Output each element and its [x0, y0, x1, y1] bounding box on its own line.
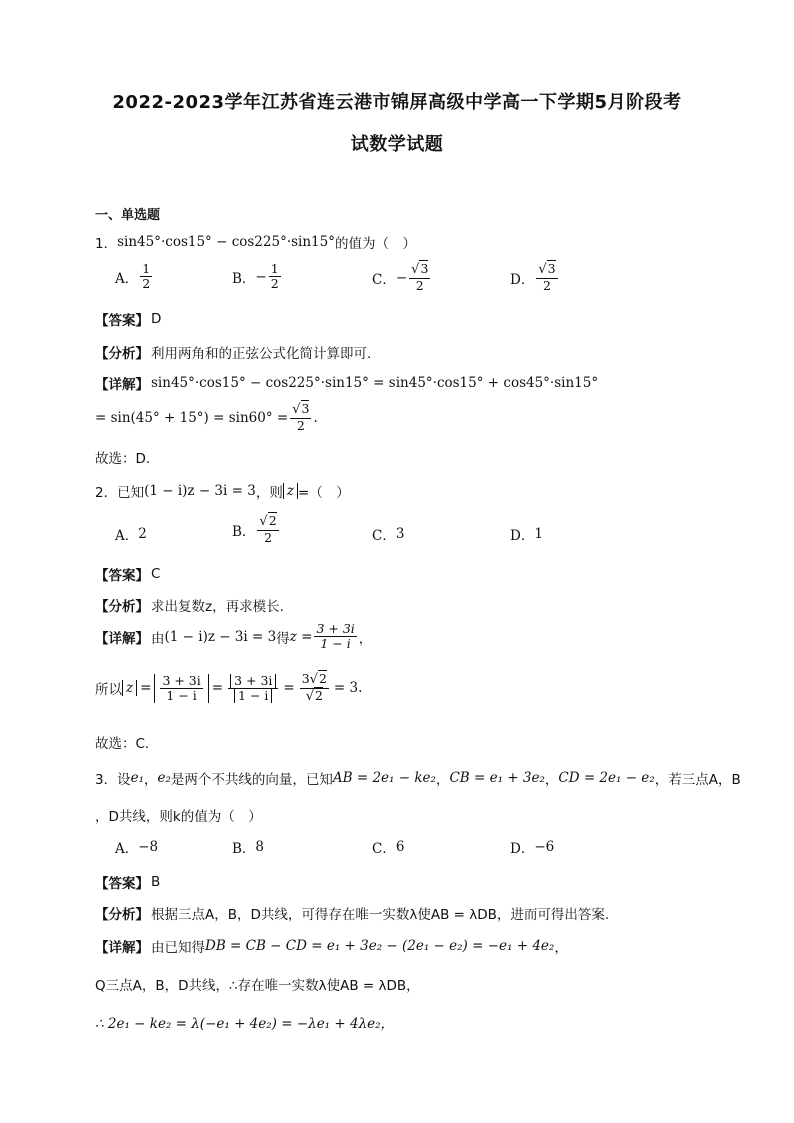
q2-detail-z: z = — [289, 628, 313, 645]
q3-stem-prefix: 3．设 — [95, 772, 131, 788]
q3-option-c-value: 6 — [395, 839, 405, 855]
q2-stem-mid: ，则 — [255, 485, 283, 501]
q2-option-b-denominator: 2 — [264, 529, 273, 545]
q1-analysis-text: 利用两角和的正弦公式化简计算即可. — [151, 346, 372, 362]
q1-detail-radicand: 3 — [301, 401, 310, 416]
q1-option-c-fraction — [409, 262, 430, 293]
q3-answer-tag: 【答案】 — [95, 876, 149, 892]
q2-so-f1-denominator: 1 − i — [166, 687, 197, 703]
q3-analysis-text: 根据三点A，B，D共线，可得存在唯一实数λ使AB = λDB，进而可得出答案. — [151, 907, 610, 923]
q1-option-d-numerator — [536, 262, 557, 279]
q2-option-d-label: D． — [510, 528, 535, 544]
q2-so-abs-fraction-1 — [154, 674, 208, 704]
sqrt-symbol-icon: √ — [292, 402, 301, 417]
q2-option-b-fraction — [257, 514, 278, 545]
q2-answer-tag: 【答案】 — [95, 568, 149, 584]
q2-so-result: = 3. — [333, 680, 363, 697]
q2-stem-suffix: =（ ） — [297, 485, 350, 501]
q1-option-c-numerator — [409, 262, 430, 279]
q1-number: 1． — [95, 236, 118, 252]
q3-option-b-value: 8 — [255, 839, 265, 855]
q3-sep-1: ， — [435, 772, 450, 788]
q3-option-d-value: −6 — [534, 839, 555, 855]
q3-vector-e1: e₁ — [130, 770, 144, 786]
q2-so-fraction-2 — [228, 674, 278, 704]
q1-option-d-radicand: 3 — [547, 261, 556, 276]
q1-detail-tag: 【详解】 — [95, 377, 149, 393]
sqrt-symbol-icon: √ — [538, 262, 547, 277]
q3-vector-cb: CB = e₁ + 3e₂ — [449, 770, 545, 786]
q2-option-d — [510, 524, 543, 544]
q1-option-c — [372, 262, 432, 293]
q3-option-d — [510, 837, 554, 857]
q1-option-c-radicand: 3 — [420, 261, 429, 276]
q2-so-equals-2: = — [211, 680, 224, 697]
q3-detail — [95, 936, 568, 956]
q2-detail-prefix: 由 — [151, 630, 165, 647]
q1-analysis-tag: 【分析】 — [95, 346, 149, 362]
q1-option-b — [232, 262, 283, 292]
q2-so-fraction-3 — [300, 672, 329, 705]
q1-analysis — [95, 342, 371, 362]
q2-option-a-value: 2 — [138, 526, 147, 542]
q2-analysis — [95, 595, 284, 615]
q3-stem-line2: ，D共线，则k的值为（ ） — [95, 809, 262, 825]
q2-option-a — [115, 524, 147, 544]
q3-detail-line-b: Q三点A，B，D共线，∴存在唯一实数λ使AB = λDB， — [95, 978, 420, 994]
q3-option-a — [115, 837, 158, 857]
q2-so-f2-num-abs: 3 + 3i — [230, 674, 276, 688]
document-title-line2: 试数学试题 — [350, 134, 444, 155]
q2-option-b-radicand: 2 — [268, 513, 277, 528]
q2-so-f3-coefficient: 3 — [301, 671, 310, 686]
sqrt-symbol-icon: √ — [305, 688, 314, 704]
q1-option-d-fraction — [536, 262, 557, 293]
q2-option-b-label: B． — [232, 523, 256, 540]
q3-vector-cd: CD = 2e₁ − e₂ — [558, 770, 655, 786]
q1-option-c-sign: − — [395, 269, 408, 286]
q2-detail — [95, 622, 372, 652]
q1-option-d-label: D． — [510, 271, 535, 288]
q2-equation: (1 − i)z − 3i = 3 — [144, 483, 256, 499]
q1-choice: 故选：D. — [95, 451, 151, 467]
sqrt-symbol-icon: √ — [411, 262, 420, 277]
q1-option-a-label: A． — [115, 270, 139, 287]
q1-option-b-label: B． — [232, 270, 256, 287]
q1-option-b-numerator: 1 — [270, 261, 279, 276]
q3-stem-comma: ， — [144, 772, 158, 788]
q1-answer-tag: 【答案】 — [95, 313, 149, 329]
sqrt-symbol-icon: √ — [259, 514, 268, 529]
q1-answer-value: D — [151, 311, 162, 327]
q2-so-fraction-1 — [160, 674, 202, 704]
q2-option-b-numerator — [257, 514, 278, 531]
q1-option-d-denominator: 2 — [542, 277, 551, 293]
q1-detail-denominator: 2 — [296, 417, 305, 433]
q1-option-c-denominator: 2 — [415, 277, 424, 293]
q3-detail-expression: DB = CB − CD = e₁ + 3e₂ − (2e₁ − e₂) = −e₁ + 4e₂ — [205, 938, 555, 954]
q1-option-a-denominator: 2 — [142, 276, 151, 292]
q1-answer — [95, 309, 161, 329]
q1-option-a-numerator: 1 — [142, 261, 151, 276]
q2-option-c-label: C． — [372, 528, 396, 544]
q2-so-f3-den-radicand: 2 — [314, 687, 323, 703]
q1-option-c-label: C． — [372, 271, 396, 288]
question-2-stem — [95, 481, 350, 501]
q1-option-a-fraction — [140, 262, 152, 292]
q2-so-line — [95, 672, 362, 705]
q2-answer-value: C — [151, 566, 161, 582]
q2-detail-tag: 【详解】 — [95, 630, 149, 647]
q2-answer — [95, 564, 160, 584]
q3-analysis-tag: 【分析】 — [95, 907, 149, 923]
q3-option-c-label: C． — [372, 841, 396, 857]
q2-detail-denominator: 1 − i — [320, 636, 351, 652]
q1-detail-line2-text: = sin(45° + 15°) = sin60° = — [95, 409, 289, 426]
q2-option-d-value: 1 — [534, 526, 543, 542]
q3-vector-ab: AB = 2e₁ − ke₂ — [332, 770, 436, 786]
q3-option-a-label: A． — [115, 841, 139, 857]
q1-option-b-sign: − — [255, 268, 267, 285]
q2-detail-comma: ， — [358, 630, 373, 647]
q2-option-c — [372, 524, 404, 544]
q2-option-b — [232, 514, 281, 545]
q1-option-d — [510, 262, 560, 293]
q2-detail-numerator: 3 + 3i — [316, 621, 355, 636]
q1-option-b-denominator: 2 — [270, 276, 279, 292]
q1-detail-numerator — [290, 402, 311, 419]
q1-stem-suffix: 的值为（ ） — [335, 236, 416, 252]
q3-option-d-label: D． — [510, 841, 535, 857]
q2-detail-fraction — [314, 622, 356, 652]
q2-option-a-label: A． — [115, 528, 139, 544]
q2-modulus: z — [283, 483, 298, 499]
q2-so-f3-radicand: 2 — [318, 671, 327, 686]
q3-detail-comma: ， — [554, 940, 568, 956]
q2-detail-get: 得 — [276, 630, 290, 647]
q2-so-equals-3: = — [283, 680, 295, 697]
q3-option-c — [372, 837, 404, 857]
q2-option-c-value: 3 — [395, 526, 405, 542]
q2-so-prefix: 所以 — [95, 682, 122, 699]
q1-option-a — [115, 262, 154, 292]
q3-option-b-label: B． — [232, 841, 256, 857]
q3-option-a-value: −8 — [138, 839, 159, 855]
q1-detail-period: . — [313, 409, 318, 426]
question-3-stem — [95, 768, 741, 788]
q3-detail-prefix: 由已知得 — [151, 940, 205, 956]
q3-answer-value: B — [151, 874, 161, 890]
q2-so-f2-den-abs: 1 − i — [234, 689, 272, 703]
sqrt-symbol-icon: √ — [309, 672, 318, 687]
question-1-stem — [95, 232, 416, 252]
q2-so-equals: = — [140, 680, 152, 697]
q2-so-f1-numerator: 3 + 3i — [162, 672, 201, 688]
section-heading: 一、单选题 — [95, 208, 161, 223]
q1-detail-line2 — [95, 402, 318, 433]
q3-stem-text: 是两个不共线的向量，已知 — [170, 772, 333, 788]
q3-stem-condition: ，若三点A，B — [654, 772, 741, 788]
q2-so-f2-numerator — [228, 674, 278, 689]
q1-detail-line1: sin45°·cos15° − cos225°·sin15° = sin45°·cos15° + cos45°·sin15° — [151, 375, 599, 391]
q2-analysis-tag: 【分析】 — [95, 599, 149, 615]
q3-option-b — [232, 837, 264, 857]
q1-option-b-fraction — [269, 262, 281, 292]
q2-stem-prefix: 2．已知 — [95, 485, 145, 501]
q2-so-f2-denominator — [232, 689, 274, 703]
q1-expression: sin45°·cos15° − cos225°·sin15° — [117, 234, 335, 250]
q3-detail-tag: 【详解】 — [95, 940, 149, 956]
q2-analysis-text: 求出复数z，再求模长. — [151, 599, 284, 615]
q3-detail-line-c: ∴ 2e₁ − ke₂ = λ(−e₁ + 4e₂) = −λe₁ + 4λe₂， — [95, 1016, 395, 1032]
q1-detail-fraction — [290, 402, 311, 433]
q3-vector-e2: e₂ — [157, 770, 171, 786]
q1-detail — [95, 373, 598, 393]
q2-so-f3-denominator — [304, 689, 325, 705]
q2-detail-equation: (1 − i)z − 3i = 3 — [164, 628, 277, 645]
q3-analysis — [95, 903, 609, 923]
q3-answer — [95, 872, 160, 892]
q3-sep-2: ， — [544, 772, 559, 788]
q2-choice: 故选：C. — [95, 736, 150, 752]
q2-so-modulus: z — [122, 680, 137, 696]
document-title-line1: 2022-2023学年江苏省连云港市锦屏高级中学高一下学期5月阶段考 — [112, 92, 682, 113]
